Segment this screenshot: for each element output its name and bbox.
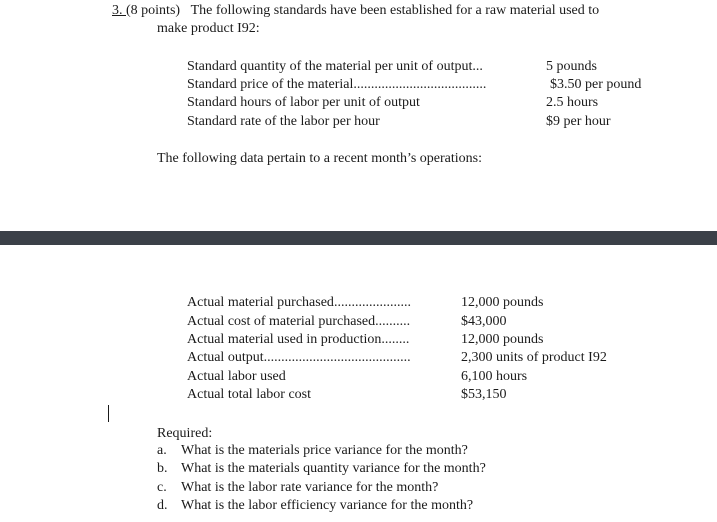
required-item: d. What is the labor efficiency variance for the month?	[157, 498, 474, 513]
standard-row	[187, 94, 420, 112]
actual-row: Actual output..........................................	[187, 350, 411, 365]
actual-row	[187, 368, 286, 386]
required-item: b. What is the materials quantity variance for the month?	[157, 461, 486, 476]
actual-value: 12,000 pounds	[461, 295, 544, 310]
standard-value: 2.5 hours	[546, 95, 599, 110]
question-header	[112, 2, 599, 20]
actual-row: Actual cost of material purchased..........	[187, 314, 411, 329]
standard-row	[187, 113, 380, 131]
month-data-intro: The following data pertain to a recent month’s operations:	[157, 151, 483, 166]
standard-label: Standard hours of labor per unit of output	[187, 95, 420, 110]
actual-value: $53,150	[461, 387, 507, 402]
actual-row: Actual material used in production........	[187, 332, 410, 347]
question-number: 3.	[112, 3, 123, 18]
question-intro: The following standards have been established for a raw material used to	[190, 3, 600, 18]
question-points: (8 points)	[126, 3, 181, 18]
actual-row	[187, 386, 311, 404]
actual-label: Actual labor used	[187, 369, 286, 384]
standard-value: $9 per hour	[546, 114, 611, 129]
actual-label: Actual material used in production	[187, 332, 382, 347]
required-item: c. What is the labor rate variance for the month?	[157, 480, 439, 495]
required-heading: Required:	[157, 426, 213, 441]
actual-label: Actual cost of material purchased	[187, 314, 376, 329]
actual-value: $43,000	[461, 314, 507, 329]
standard-label: Standard quantity of the material per unit of output	[187, 59, 473, 74]
actual-label: Actual material purchased	[187, 295, 334, 310]
required-item: a. What is the materials price variance for the month?	[157, 443, 468, 458]
question-intro-line2: make product I92:	[157, 21, 260, 36]
standard-value: 5 pounds	[546, 59, 597, 74]
standard-row: Standard price of the material......................................	[187, 77, 487, 92]
standard-label: Standard price of the material	[187, 77, 354, 92]
actual-value: 2,300 units of product I92	[461, 350, 607, 365]
standard-label: Standard rate of the labor per hour	[187, 114, 380, 129]
actual-label: Actual output	[187, 350, 264, 365]
actual-value: 6,100 hours	[461, 369, 528, 384]
text-cursor	[108, 405, 109, 422]
standard-value: $3.50 per pound	[550, 77, 642, 92]
actual-label: Actual total labor cost	[187, 387, 312, 402]
page-divider	[0, 231, 717, 245]
standard-row: Standard quantity of the material per unit of output...	[187, 59, 483, 74]
actual-row: Actual material purchased......................	[187, 295, 411, 310]
actual-value: 12,000 pounds	[461, 332, 544, 347]
